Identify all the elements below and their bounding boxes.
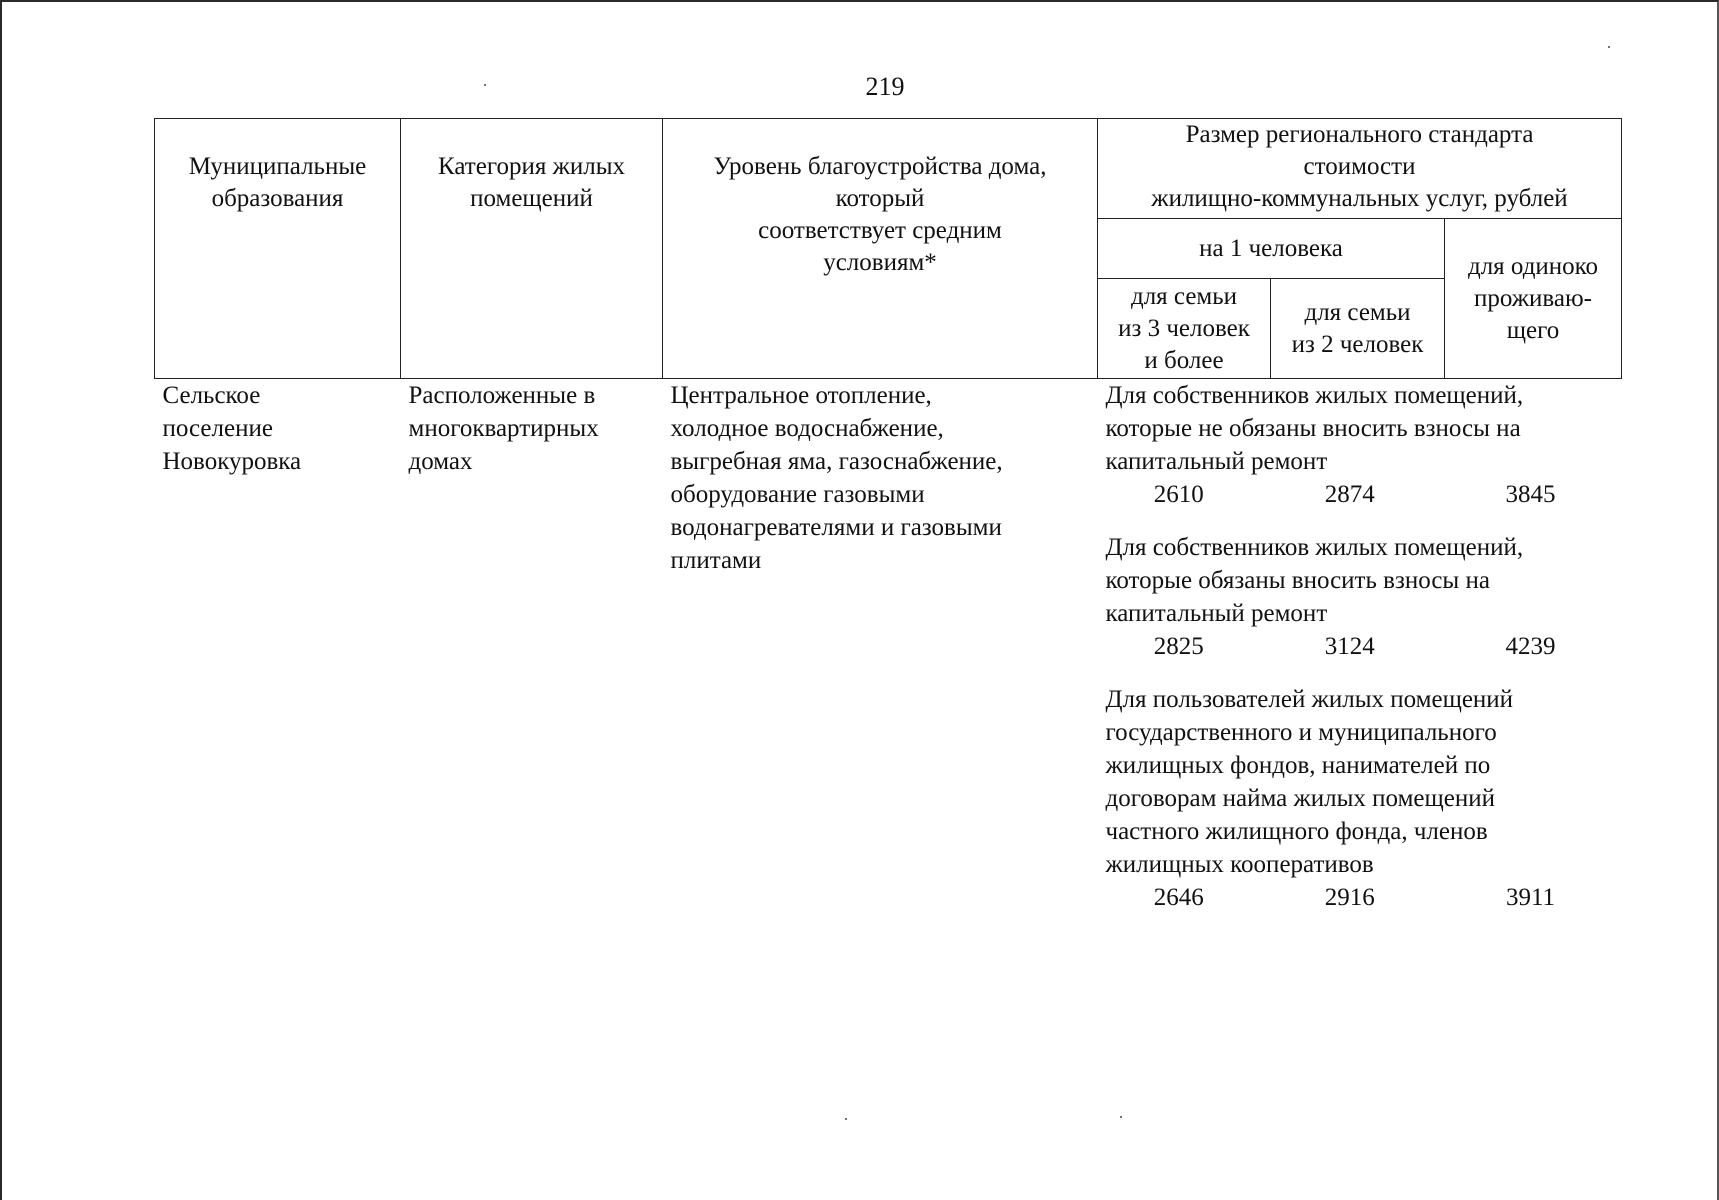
group-users-and-tenants (1106, 683, 1614, 914)
header-municipal: Муниципальные образования (155, 119, 401, 379)
cell-standards (1098, 379, 1622, 935)
header-single: для одиноко проживаю- щего (1445, 219, 1622, 379)
scan-speck (484, 84, 486, 86)
group-title: Для пользователей жилых помещений государственного и муниципального жилищных фондов, нанимателей по договорам найма жилых помещений частного жилищного фонда, членов жилищных кооперативов (1105, 686, 1514, 878)
value-family-2: 2916 (1324, 884, 1375, 911)
scan-speck (1608, 46, 1610, 48)
cell-municipal: Сельское поселение Новокуровка (162, 382, 302, 475)
page-number: 219 (865, 72, 905, 101)
group-owners-capital-repair (1106, 531, 1614, 663)
value-single: 4239 (1505, 633, 1556, 660)
group-values (1106, 881, 1614, 914)
cell-category: Расположенные в многоквартирных домах (408, 382, 599, 475)
group-owners-no-capital-repair (1106, 379, 1614, 511)
scan-speck (1120, 1116, 1122, 1118)
value-family-2: 2874 (1324, 481, 1375, 508)
group-title: Для собственников жилых помещений, которые обязаны вносить взносы на капитальный ремонт (1105, 534, 1524, 627)
value-single: 3911 (1505, 884, 1556, 911)
scan-speck (845, 1118, 847, 1120)
value-family-2: 3124 (1324, 633, 1375, 660)
header-level: Уровень благоустройства дома, который соответствует средним условиям* (663, 119, 1098, 379)
table-row (155, 379, 1622, 935)
header-standard-size: Размер регионального стандарта стоимости жилищно-коммунальных услуг, рублей (1098, 119, 1622, 219)
header-category: Категория жилых помещений (401, 119, 663, 379)
header-per-person: на 1 человека (1098, 219, 1445, 279)
value-family-3: 2825 (1153, 633, 1204, 660)
header-family-3: для семьи из 3 человек и более (1098, 279, 1271, 379)
header-family-2: для семьи из 2 человек (1271, 279, 1445, 379)
cell-level: Центральное отопление, холодное водоснабжение, выгребная яма, газоснабжение, оборудование газовыми водонагревателями и газовыми плитами (670, 382, 1003, 574)
group-values (1106, 478, 1614, 511)
value-family-3: 2610 (1153, 481, 1204, 508)
group-title: Для собственников жилых помещений, которые не обязаны вносить взносы на капитальный ремонт (1105, 382, 1524, 475)
value-single: 3845 (1505, 481, 1556, 508)
tariff-table (154, 118, 1622, 934)
value-family-3: 2646 (1153, 884, 1204, 911)
group-values (1106, 630, 1614, 663)
